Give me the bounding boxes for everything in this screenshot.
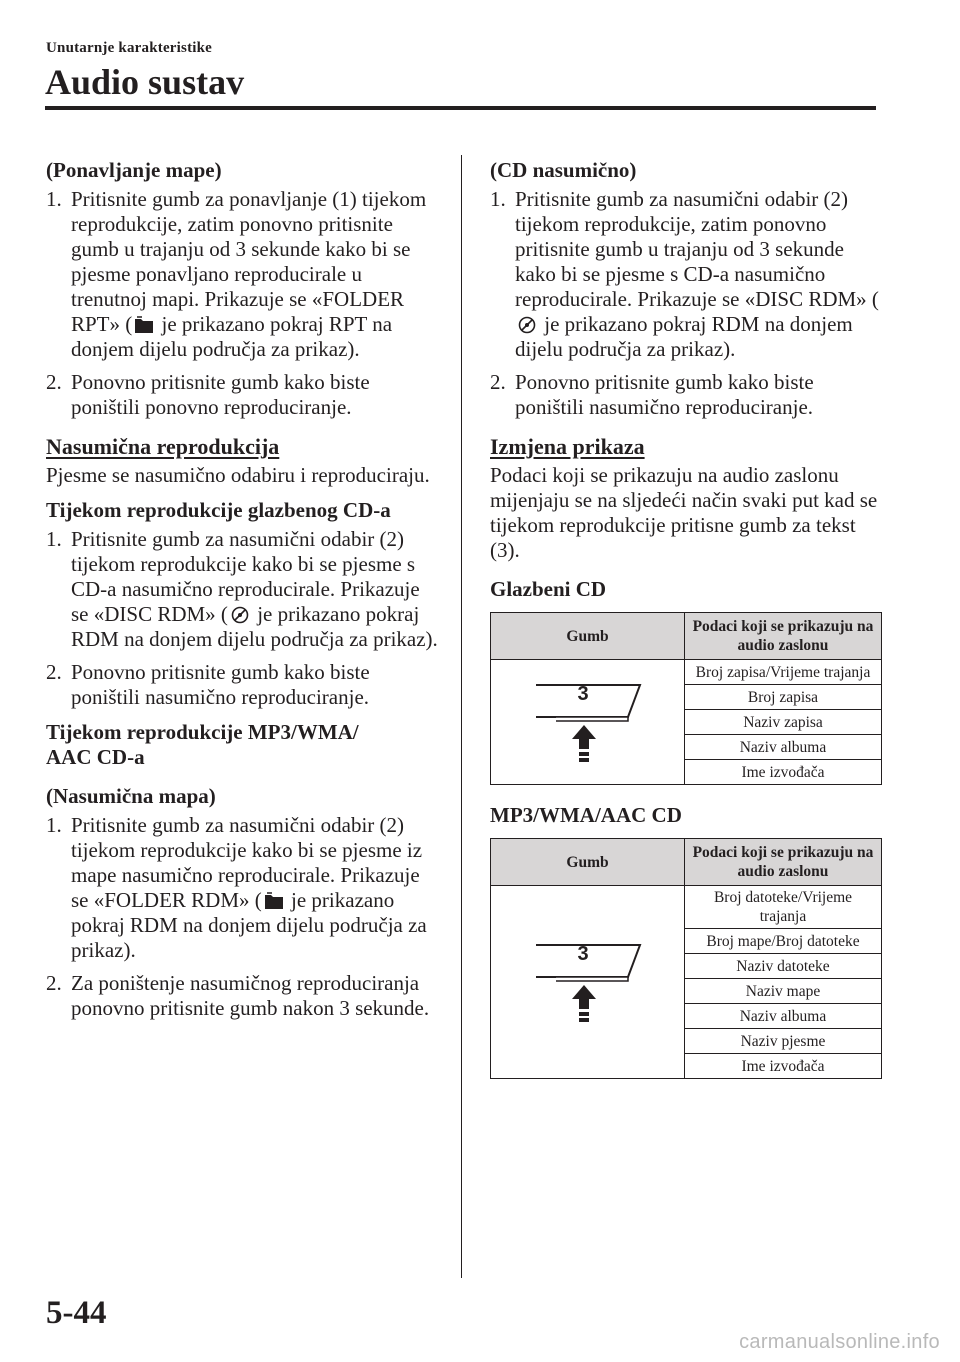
step-number: 2. <box>46 370 62 394</box>
mp3-cd-heading-line-2: AAC CD-a <box>46 745 145 769</box>
column-header-button: Gumb <box>491 613 685 660</box>
folder-icon <box>134 316 154 334</box>
table-cell: Naziv albuma <box>685 735 882 760</box>
folder-repeat-step-2 <box>46 370 441 420</box>
music-cd-step-1 <box>46 527 441 652</box>
table-cell: Ime izvođača <box>685 1054 882 1079</box>
column-header-button: Gumb <box>491 839 685 886</box>
step-text: Ponovno pritisnite gumb kako biste poništili nasumično reproduciranje. <box>71 660 370 709</box>
step-text: Pritisnite gumb za nasumični odabir (2) tijekom reprodukcije, zatim ponovno pritisnite gumb u trajanju od 3 sekunde kako bi se pjesme s CD-a nasumično reproducirale. Prikazuje se «DISC RDM» ( <box>515 187 879 311</box>
text-button-illustration <box>491 660 685 785</box>
folder-random-step-2 <box>46 971 441 1021</box>
table-cell: Broj mape/Broj datoteke <box>685 929 882 954</box>
step-text: je prikazano pokraj RDM na donjem dijelu područja za prikaz). <box>71 602 438 651</box>
table-header-row <box>491 613 882 660</box>
step-number: 2. <box>46 971 62 995</box>
button-number-label: 3 <box>577 943 589 965</box>
page-title: Audio sustav <box>45 62 245 102</box>
music-cd-heading: Tijekom reprodukcije glazbenog CD-a <box>46 498 391 522</box>
mp3-cd-heading <box>46 720 441 770</box>
table-header-row <box>491 839 882 886</box>
step-text: je prikazano pokraj RPT na donjem dijelu područja za prikaz). <box>71 312 393 361</box>
step-text: Pritisnite gumb za nasumični odabir (2) tijekom reprodukcije kako bi se pjesme s CD-a nasumično reproducirale. Prikazuje se «DISC RDM» ( <box>71 527 420 626</box>
table-row <box>491 660 882 685</box>
table-cell: Naziv zapisa <box>685 710 882 735</box>
step-text: Pritisnite gumb za ponavljanje (1) tijekom reprodukcije, zatim ponovno pritisnite gumb u trajanju od 3 sekunde kako bi se pjesme ponavljano reproducirale u trenutnoj mapi. Prikazuje se «FOLDER RPT» ( <box>71 187 427 336</box>
button-number-label: 3 <box>577 683 589 705</box>
table-cell: Broj zapisa/Vrijeme trajanja <box>685 660 882 685</box>
music-cd-step-2 <box>46 660 441 710</box>
table-cell: Broj datoteke/Vrijeme trajanja <box>685 886 882 929</box>
folder-icon <box>264 892 284 910</box>
step-text: Ponovno pritisnite gumb kako biste poništili nasumično reproduciranje. <box>515 370 814 419</box>
mp3-cd-heading-line-1: Tijekom reprodukcije MP3/WMA/ <box>46 720 359 744</box>
left-column <box>46 150 441 1029</box>
folder-random-step-1 <box>46 813 441 963</box>
step-number: 1. <box>46 187 62 211</box>
watermark[interactable]: carmanualsonline.info <box>739 1331 940 1353</box>
column-divider <box>461 155 462 1278</box>
folder-repeat-heading: (Ponavljanje mape) <box>46 158 222 182</box>
step-number: 1. <box>490 187 506 211</box>
table-cell: Ime izvođača <box>685 760 882 785</box>
folder-repeat-step-1 <box>46 187 441 362</box>
right-column <box>490 150 882 1093</box>
table-cell: Naziv albuma <box>685 1004 882 1029</box>
disc-icon <box>517 316 537 334</box>
mp3-table <box>490 838 882 1079</box>
page-number: 5-44 <box>46 1295 107 1331</box>
disc-icon <box>230 606 250 624</box>
section-label: Unutarnje karakteristike <box>46 40 213 56</box>
step-text: Za poništenje nasumičnog reproduciranja ponovno pritisnite gumb nakon 3 sekunde. <box>71 971 430 1020</box>
cd-random-step-1 <box>490 187 882 362</box>
display-change-intro: Podaci koji se prikazuju na audio zaslonu mijenjaju se na sljedeći način svaki put kad se tijekom reprodukcije pritisne gumb za tekst (3). <box>490 463 878 562</box>
table-cell: Naziv datoteke <box>685 954 882 979</box>
random-intro: Pjesme se nasumično odabiru i reproduciraju. <box>46 463 430 487</box>
music-cd-table <box>490 612 882 785</box>
table-row <box>491 886 882 929</box>
step-text: je prikazano pokraj RDM na donjem dijelu područja za prikaz). <box>515 312 853 361</box>
step-text: Pritisnite gumb za nasumični odabir (2) tijekom reprodukcije kako bi se pjesme iz mape nasumično reproducirale. Prikazuje se «FOLDER RDM» ( <box>71 813 423 912</box>
step-number: 2. <box>490 370 506 394</box>
table-cell: Naziv mape <box>685 979 882 1004</box>
cd-random-step-2 <box>490 370 882 420</box>
music-cd-table-heading: Glazbeni CD <box>490 577 607 601</box>
display-change-heading: Izmjena prikaza <box>490 434 645 459</box>
step-number: 2. <box>46 660 62 684</box>
table-cell: Naziv pjesme <box>685 1029 882 1054</box>
step-number: 1. <box>46 527 62 551</box>
step-text: Ponovno pritisnite gumb kako biste poništili ponovno reproduciranje. <box>71 370 370 419</box>
table-cell: Broj zapisa <box>685 685 882 710</box>
step-number: 1. <box>46 813 62 837</box>
mp3-table-heading: MP3/WMA/AAC CD <box>490 803 682 827</box>
column-header-info: Podaci koji se prikazuju na audio zaslonu <box>685 839 882 886</box>
header-rule <box>45 106 876 110</box>
cd-random-heading: (CD nasumično) <box>490 158 637 182</box>
text-button-illustration <box>491 886 685 1079</box>
random-heading: Nasumična reprodukcija <box>46 434 280 459</box>
step-text: je prikazano pokraj RDM na donjem dijelu područja za prikaz). <box>71 888 427 962</box>
column-header-info: Podaci koji se prikazuju na audio zaslonu <box>685 613 882 660</box>
folder-random-heading: (Nasumična mapa) <box>46 784 216 808</box>
